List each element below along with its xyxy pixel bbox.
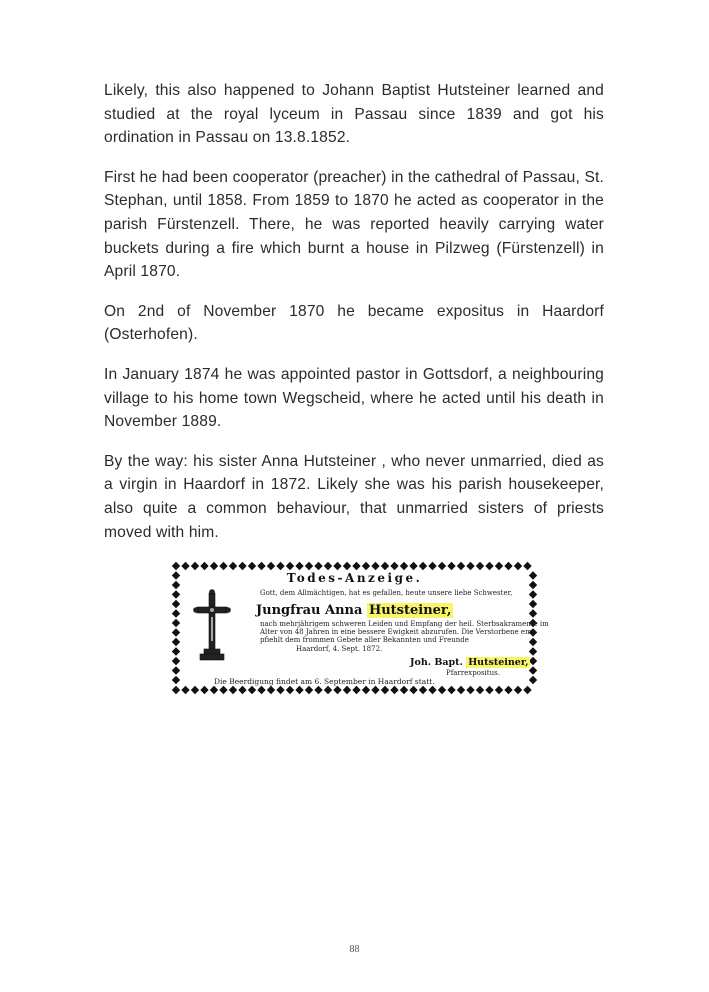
paragraph-2: First he had been cooperator (preacher) in the cathedral of Passau, St. Stephan, until 1858. From 1859 to 1870 he acted as cooperator in the parish Fürstenzell. There, he was reported heavily carrying water buckets during a fire which burnt a house in Pilzweg (Fürstenzell) in April 1870.	[104, 168, 604, 281]
notice-signature-prefix: Joh. Bapt.	[410, 657, 463, 668]
paragraph-1: Likely, this also happened to Johann Baptist Hutsteiner learned and studied at the royal lyceum in Passau since 1839 and got his ordination in Passau on 13.8.1852.	[104, 82, 604, 147]
body-text	[104, 79, 604, 560]
notice-name	[256, 603, 453, 618]
notice-line-4: pfiehlt dem frommen Gebete aller Bekannten und Freunde	[260, 636, 469, 644]
paragraph-5: By the way: his sister Anna Hutsteiner , who never unmarried, died as a virgin in Haardorf in 1872. Likely she was his parish housekeeper, also quite a common behaviour, that unmarried sisters of priests moved with him.	[104, 452, 604, 541]
page-number: 88	[349, 944, 360, 955]
notice-title: Todes-Anzeige.	[286, 571, 423, 585]
notice-signature	[410, 657, 530, 668]
notice-footer: Die Beerdigung findet am 6. September in Haardorf statt.	[214, 677, 435, 686]
death-notice-clipping	[171, 561, 549, 695]
notice-line-2: nach mehrjährigem schweren Leiden und Empfang der heil. Sterbsakramente im	[260, 620, 549, 628]
notice-line-3: Alter von 48 Jahren in eine bessere Ewigkeit abzurufen. Die Verstorbene em-	[260, 628, 535, 636]
notice-signature-highlight: Hutsteiner,	[468, 657, 529, 668]
notice-line-5: Haardorf, 4. Sept. 1872.	[296, 645, 383, 653]
notice-name-highlight: Hutsteiner,	[368, 603, 452, 618]
cross-icon	[192, 589, 232, 663]
notice-signature-title: Pfarrexpositus.	[446, 669, 500, 677]
notice-line-1: Gott, dem Allmächtigen, hat es gefallen, heute unsere liebe Schwester,	[260, 589, 513, 597]
paragraph-3: On 2nd of November 1870 he became expositus in Haardorf (Osterhofen).	[104, 302, 604, 344]
paragraph-4: In January 1874 he was appointed pastor in Gottsdorf, a neighbouring village to his home town Wegscheid, where he acted until his death in November 1889.	[104, 365, 604, 431]
notice-name-prefix: Jungfrau Anna	[256, 603, 363, 618]
